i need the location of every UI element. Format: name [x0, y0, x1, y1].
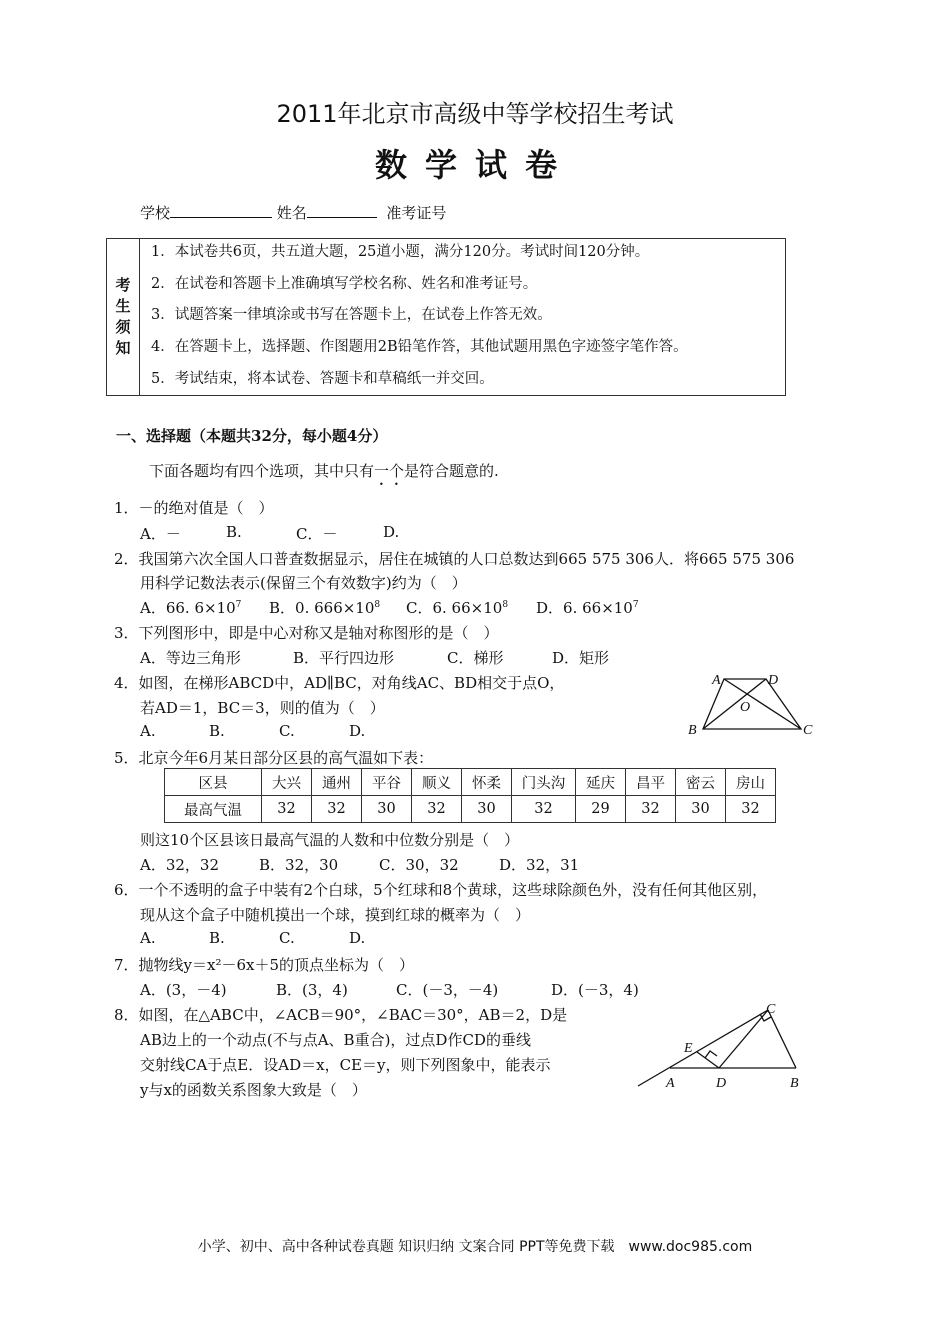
q4-option-a: A. — [140, 722, 156, 740]
q6-option-c: C. — [279, 929, 295, 947]
label-o: O — [740, 700, 751, 715]
question-8-line1: 8．如图，在△ABC中，∠ACB＝90°，∠BAC＝30°，AB＝2，D是 — [114, 1006, 568, 1024]
q2-option-d: D．6. $66\times 10^7$ — [536, 599, 639, 617]
segment-cb — [768, 1010, 796, 1068]
label-a: A — [666, 1076, 675, 1091]
q1-option-d: D. — [383, 523, 400, 541]
triangle-figure — [630, 998, 820, 1094]
question-1-stem: 1．－的绝对值是（ ） — [114, 499, 274, 517]
question-6-line2: 现从这个盒子中随机摸出一个球，摸到红球的概率为（ ） — [140, 906, 531, 924]
section-intro: 下面各题均有四个选项，其中只有一个是符合题意的. — [149, 462, 499, 480]
student-info-line — [140, 202, 446, 223]
paper-subtitle: 数学试卷 — [374, 146, 575, 184]
q5-option-b: B．32，30 — [259, 856, 339, 874]
q5-option-d: D．32，31 — [499, 856, 580, 874]
question-8-line3: 交射线CA于点E．设AD＝x，CE＝y，则下列图象中，能表示 — [140, 1056, 551, 1074]
notice-item: 5．考试结束，将本试卷、答题卡和草稿纸一并交回。 — [151, 371, 494, 387]
q2-option-b: B．0. $666\times 10^8$ — [269, 599, 381, 617]
trapezoid-figure — [680, 668, 820, 742]
question-6-line1: 6．一个不透明的盒子中装有2个白球，5个红球和8个黄球，这些球除颜色外，没有任何其他区别， — [114, 881, 768, 899]
question-8-line4: y与x的函数关系图象大致是（ ） — [140, 1081, 367, 1099]
q2-option-a: A．66. $6\times 10^7$ — [140, 599, 242, 617]
notice-item: 1．本试卷共6页，共五道大题，25道小题，满分120分。考试时间120分钟。 — [151, 244, 650, 260]
label-c: C — [766, 1002, 776, 1017]
q3-option-a: A．等边三角形 — [140, 649, 241, 667]
q4-option-c: C. — [279, 722, 295, 740]
label-e: E — [684, 1041, 693, 1056]
notice-item: 4．在答题卡上，选择题、作图题用2B铅笔作答，其他试题用黑色字迹签字笔作答。 — [151, 339, 688, 355]
segment-cd — [719, 1010, 768, 1068]
label-b: B — [790, 1076, 799, 1091]
q2-option-c: C．6. $66\times 10^8$ — [406, 599, 509, 617]
notice-item: 2．在试卷和答题卡上准确填写学校名称、姓名和准考证号。 — [151, 276, 538, 292]
q4-option-d: D. — [349, 722, 366, 740]
question-4-line2: 若AD＝1，BC＝3，则的值为（ ） — [140, 699, 385, 717]
q6-option-b: B. — [209, 929, 225, 947]
table-row: 最高气温 32 32 30 32 30 32 29 32 30 32 — [165, 796, 776, 823]
label-d: D — [716, 1076, 727, 1091]
q3-option-c: C．梯形 — [447, 649, 504, 667]
question-4-line1: 4．如图，在梯形ABCD中，AD∥BC，对角线AC、BD相交于点O， — [114, 674, 565, 692]
question-2-line1: 2．我国第六次全国人口普查数据显示，居住在城镇的人口总数达到665 575 306人．将665 575 306 — [114, 550, 795, 568]
q6-option-a: A. — [140, 929, 156, 947]
section-title: 一、选择题（本题共32分，每小题4分） — [116, 427, 388, 445]
question-3-stem: 3．下列图形中，即是中心对称又是轴对称图形的是（ ） — [114, 624, 499, 642]
temperature-table — [164, 768, 776, 823]
question-5-stem: 5．北京今年6月某日部分区县的高气温如下表： — [114, 749, 434, 767]
label-b: B — [688, 723, 697, 738]
question-5-question: 则这10个区县该日最高气温的人数和中位数分别是（ ） — [140, 831, 520, 849]
question-2-line2: 用科学记数法表示(保留三个有效数字)约为（ ） — [140, 574, 467, 592]
school-label: 学校 — [140, 204, 171, 222]
label-c: C — [803, 723, 813, 738]
q7-option-a: A．(3，－4) — [140, 981, 227, 999]
q3-option-d: D．矩形 — [552, 649, 610, 667]
q5-option-c: C．30，32 — [379, 856, 459, 874]
q6-option-d: D. — [349, 929, 366, 947]
exam-title: 2011年北京市高级中等学校招生考试 — [276, 100, 674, 128]
label-d: D — [768, 673, 779, 688]
right-angle-mark-d — [705, 1051, 717, 1058]
q4-option-b: B. — [209, 722, 225, 740]
ray-ca — [638, 1010, 768, 1086]
q1-option-b: B. — [226, 523, 242, 541]
page-footer: 小学、初中、高中各种试卷真题 知识归纳 文案合同 PPT等免费下载 www.doc985.com — [197, 1239, 753, 1255]
notice-item: 3．试题答案一律填涂或书写在答题卡上，在试卷上作答无效。 — [151, 307, 552, 323]
question-7-stem: 7．抛物线y＝x²－6x＋5的顶点坐标为（ ） — [114, 956, 415, 974]
diagonal-ac — [724, 679, 801, 729]
notice-side-label: 考 生 须 知 — [107, 239, 140, 395]
q5-option-a: A．32，32 — [140, 856, 220, 874]
name-label: 姓名 — [276, 204, 307, 222]
q7-option-c: C．(－3，－4) — [396, 981, 499, 999]
label-a: A — [712, 673, 721, 688]
name-blank[interactable] — [307, 203, 377, 218]
exam-id-label: 准考证号 — [386, 204, 447, 222]
q7-option-b: B．(3，4) — [276, 981, 348, 999]
exam-notice-box — [106, 238, 786, 396]
q1-option-a: A．－ — [140, 525, 181, 543]
table-row: 区县 大兴 通州 平谷 顺义 怀柔 门头沟 延庆 昌平 密云 房山 — [165, 769, 776, 796]
school-blank[interactable] — [170, 203, 272, 218]
q3-option-b: B．平行四边形 — [293, 649, 395, 667]
question-8-line2: AB边上的一个动点(不与点A、B重合)，过点D作CD的垂线 — [140, 1031, 531, 1049]
q1-option-c: C．－ — [296, 525, 338, 543]
q7-option-d: D．(－3，4) — [551, 981, 639, 999]
